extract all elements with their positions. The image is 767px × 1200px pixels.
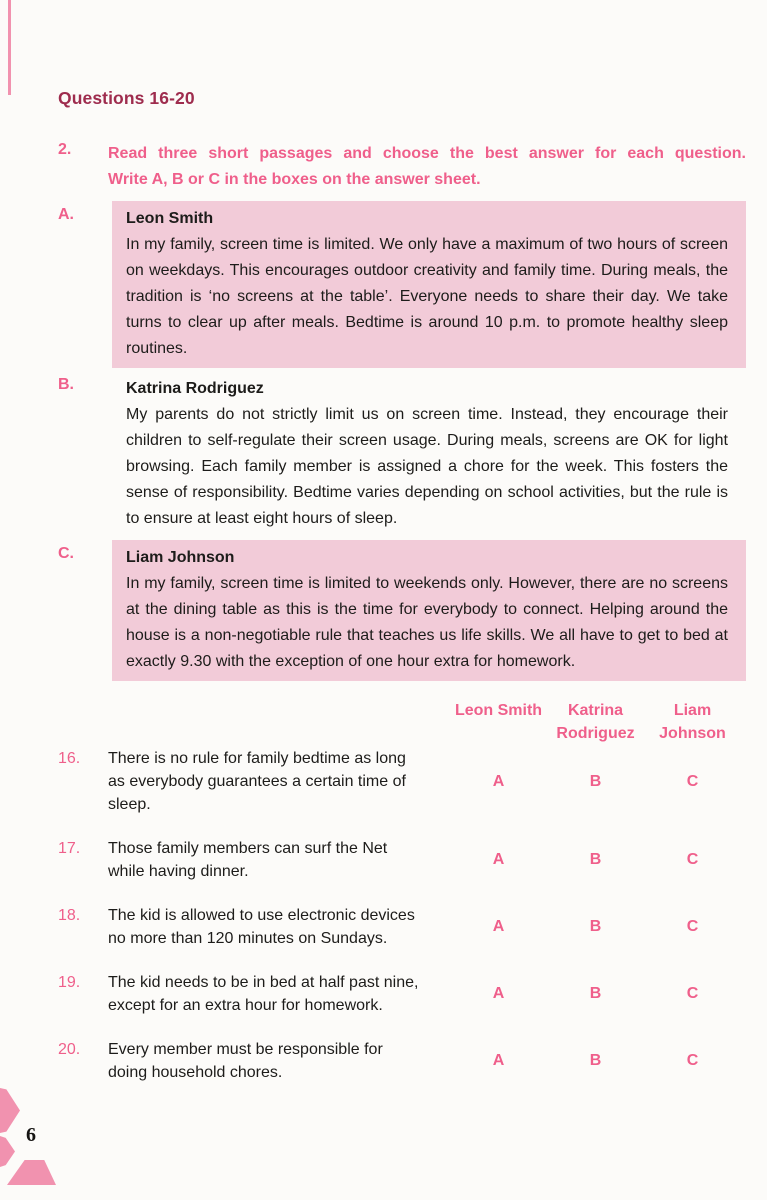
hexagon-decoration <box>0 1088 20 1133</box>
passage-text-c: In my family, screen time is limited to weekends only. However, there are no screens at the dining table as this is the time for everybody to connect. Helping around the house is a non-negotiable rule that teaches us life skills. We all have to get to bed at exactly 9.30 with the exception of one hour extra for homework. <box>126 575 728 670</box>
passage-item-a <box>58 201 746 368</box>
answer-option-b: B <box>589 918 602 935</box>
passage-box-a <box>112 201 746 368</box>
answer-option-a: A <box>492 851 505 868</box>
instruction-text <box>108 141 746 193</box>
question-row-19 <box>58 971 746 1017</box>
answer-option-a: A <box>492 918 505 935</box>
instruction-block <box>58 141 746 193</box>
page-number: 6 <box>26 1124 36 1146</box>
hexagon-decoration <box>0 1136 15 1167</box>
question-line: while having dinner. <box>108 863 249 880</box>
passage-label-b: B. <box>58 376 74 393</box>
question-line: doing household chores. <box>108 1064 283 1081</box>
left-edge-bar-decoration <box>8 0 11 95</box>
answer-option-b: B <box>589 1052 602 1069</box>
passage-name-c: Liam Johnson <box>126 549 235 566</box>
question-line: There is no rule for family bedtime as long <box>108 750 406 767</box>
answer-option-c: C <box>686 985 699 1002</box>
question-number: 19. <box>58 974 81 991</box>
question-text <box>108 837 450 883</box>
passage-text-a: In my family, screen time is limited. We only have a maximum of two hours of screen on weekdays. This encourages outdoor creativity and family time. During meals, the tradition is ‘no screens at the table’. Everyone needs to share their day. We take turns to clear up after meals. Bedtime is around 10 p.m. to promote healthy sleep routines. <box>126 236 728 357</box>
question-line: The kid needs to be in bed at half past nine, <box>108 974 419 991</box>
question-line: sleep. <box>108 796 151 813</box>
question-number: 16. <box>58 750 81 767</box>
question-text <box>108 747 450 816</box>
question-line: Every member must be responsible for <box>108 1041 383 1058</box>
question-line: Those family members can surf the Net <box>108 840 388 857</box>
column-header-liam-johnson: Liam Johnson <box>659 702 726 742</box>
hexagon-decoration <box>7 1160 56 1185</box>
question-row-18 <box>58 904 746 950</box>
answer-option-a: A <box>492 985 505 1002</box>
question-number: 17. <box>58 840 81 857</box>
question-text <box>108 904 450 950</box>
section-heading: Questions 16-20 <box>58 88 195 108</box>
column-header-katrina-rodriguez: Katrina Rodriguez <box>556 702 635 742</box>
question-number: 20. <box>58 1041 81 1058</box>
question-text <box>108 1038 450 1084</box>
answer-option-c: C <box>686 918 699 935</box>
matching-table-header <box>58 699 746 745</box>
answer-option-c: C <box>686 772 699 790</box>
answer-option-c: C <box>686 1052 699 1069</box>
question-line: The kid is allowed to use electronic devices <box>108 907 415 924</box>
column-header-leon-smith: Leon Smith <box>454 702 543 719</box>
instruction-number: 2. <box>58 141 72 158</box>
question-row-20 <box>58 1038 746 1084</box>
question-number: 18. <box>58 907 81 924</box>
main-content <box>58 88 746 1105</box>
passage-name-a: Leon Smith <box>126 210 214 227</box>
passage-name-b: Katrina Rodriguez <box>126 380 264 397</box>
answer-option-c: C <box>686 851 699 868</box>
passage-box-c <box>112 540 746 681</box>
passage-text-b: My parents do not strictly limit us on screen time. Instead, they encourage their children to self-regulate their screen usage. During meals, screens are OK for light browsing. Each family member is assigned a chore for the week. This fosters the sense of responsibility. Bedtime varies depending on school activities, but the rule is to ensure at least eight hours of sleep. <box>126 406 728 527</box>
question-row-16 <box>58 747 746 816</box>
passage-label-c: C. <box>58 545 74 562</box>
question-line: no more than 120 minutes on Sundays. <box>108 930 388 947</box>
passage-label-a: A. <box>58 206 74 223</box>
answer-option-a: A <box>492 772 505 790</box>
passage-item-b <box>58 376 746 532</box>
answer-option-a: A <box>492 1052 505 1069</box>
passage-box-b <box>112 376 746 532</box>
passage-item-c <box>58 540 746 681</box>
answer-option-b: B <box>589 851 602 868</box>
question-line: except for an extra hour for homework. <box>108 997 383 1014</box>
question-row-17 <box>58 837 746 883</box>
question-line: as everybody guarantees a certain time of <box>108 773 406 790</box>
question-text <box>108 971 450 1017</box>
answer-option-b: B <box>589 772 602 790</box>
instruction-line-1: Read three short passages and choose the best answer for each question. <box>108 145 746 162</box>
instruction-line-2: Write A, B or C in the boxes on the answer sheet. <box>108 171 481 188</box>
answer-option-b: B <box>589 985 602 1002</box>
